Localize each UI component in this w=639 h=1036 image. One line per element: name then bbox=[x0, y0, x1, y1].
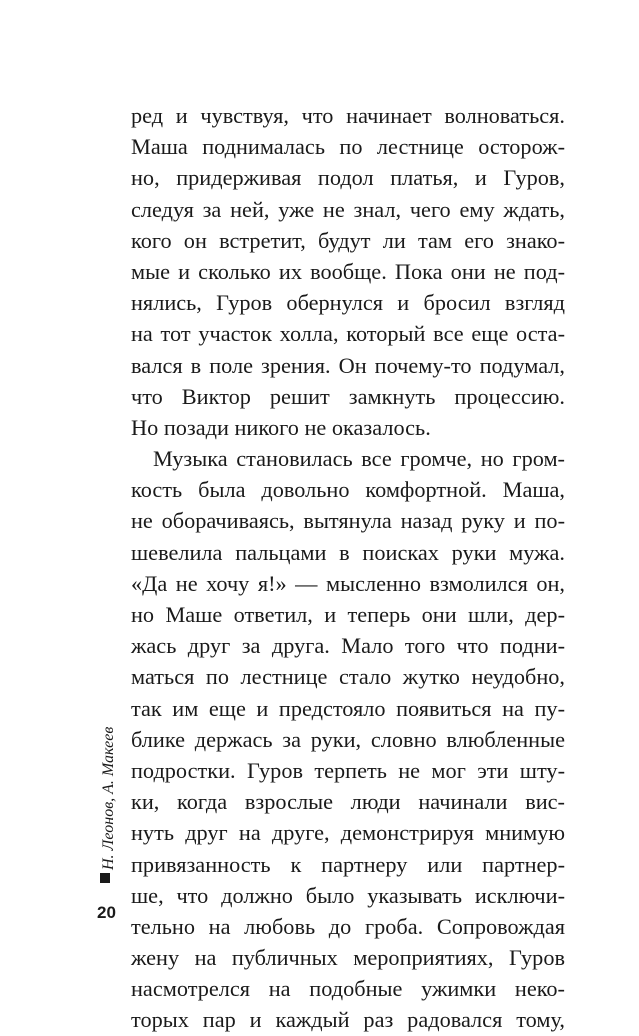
text-line: шевелила пальцами в поисках руки мужа. bbox=[131, 539, 565, 565]
text-line: мые и сколько их вообще. Пока они не под- bbox=[131, 258, 565, 284]
text-line: жену на публичных мероприятиях, Гуров bbox=[131, 945, 565, 971]
text-line: торых пар и каждый раз радовался тому, bbox=[131, 1007, 565, 1033]
text-line: ки, когда взрослые люди начинали вис- bbox=[131, 789, 565, 815]
text-line: кого он встретит, будут ли там его знако- bbox=[131, 227, 565, 253]
author-names: Н. Леонов, А. Макеев bbox=[100, 726, 117, 870]
text-line: Маша поднималась по лестнице осторож- bbox=[131, 134, 565, 160]
page-number: 20 bbox=[97, 903, 116, 922]
text-line: маться по лестнице стало жутко неудобно, bbox=[131, 664, 565, 690]
text-line: на тот участок холла, который все еще оста- bbox=[131, 321, 565, 347]
text-line: нялись, Гуров обернулся и бросил взгляд bbox=[131, 290, 565, 316]
text-line: но Маше ответил, и теперь они шли, дер- bbox=[131, 602, 565, 627]
text-line: привязанность к партнеру или партнер- bbox=[131, 851, 565, 877]
text-line: блике держась за руки, словно влюбленные bbox=[131, 726, 565, 752]
text-line: Но позади никого не оказалось. bbox=[131, 414, 431, 440]
text-line: «Да не хочу я!» — мысленно взмолился он, bbox=[131, 570, 565, 596]
text-line: нуть друг на друге, демонстрируя мнимую bbox=[131, 820, 565, 846]
text-line: насмотрелся на подобные ужимки неко- bbox=[131, 976, 565, 1002]
text-line: так им еще и предстояло появиться на пу- bbox=[131, 695, 565, 721]
text-line: подростки. Гуров терпеть не мог эти шту- bbox=[131, 757, 565, 783]
text-line: следуя за ней, уже не знал, чего ему ждать, bbox=[131, 196, 565, 222]
marker-square-icon bbox=[100, 873, 110, 883]
running-head bbox=[92, 690, 122, 870]
text-line: что Виктор решит замкнуть процессию. bbox=[131, 383, 565, 409]
text-line: кость была довольно комфортной. Маша, bbox=[131, 477, 565, 503]
text-line: ше, что должно было указывать исключи- bbox=[131, 882, 565, 908]
text-line: ред и чувствуя, что начинает волноваться. bbox=[131, 103, 565, 128]
text-line: вался в поле зрения. Он почему-то подумал, bbox=[131, 352, 565, 378]
text-line: жась друг за друга. Мало того что подни- bbox=[131, 633, 565, 659]
text-line: но, придерживая подол платья, и Гуров, bbox=[131, 165, 565, 191]
text-line: Музыка становилась все громче, но гром- bbox=[153, 446, 565, 472]
text-line: тельно на любовь до гроба. Сопровождая bbox=[131, 913, 565, 939]
body-text bbox=[131, 100, 565, 1036]
text-line: не оборачиваясь, вытянула назад руку и по- bbox=[131, 508, 565, 534]
